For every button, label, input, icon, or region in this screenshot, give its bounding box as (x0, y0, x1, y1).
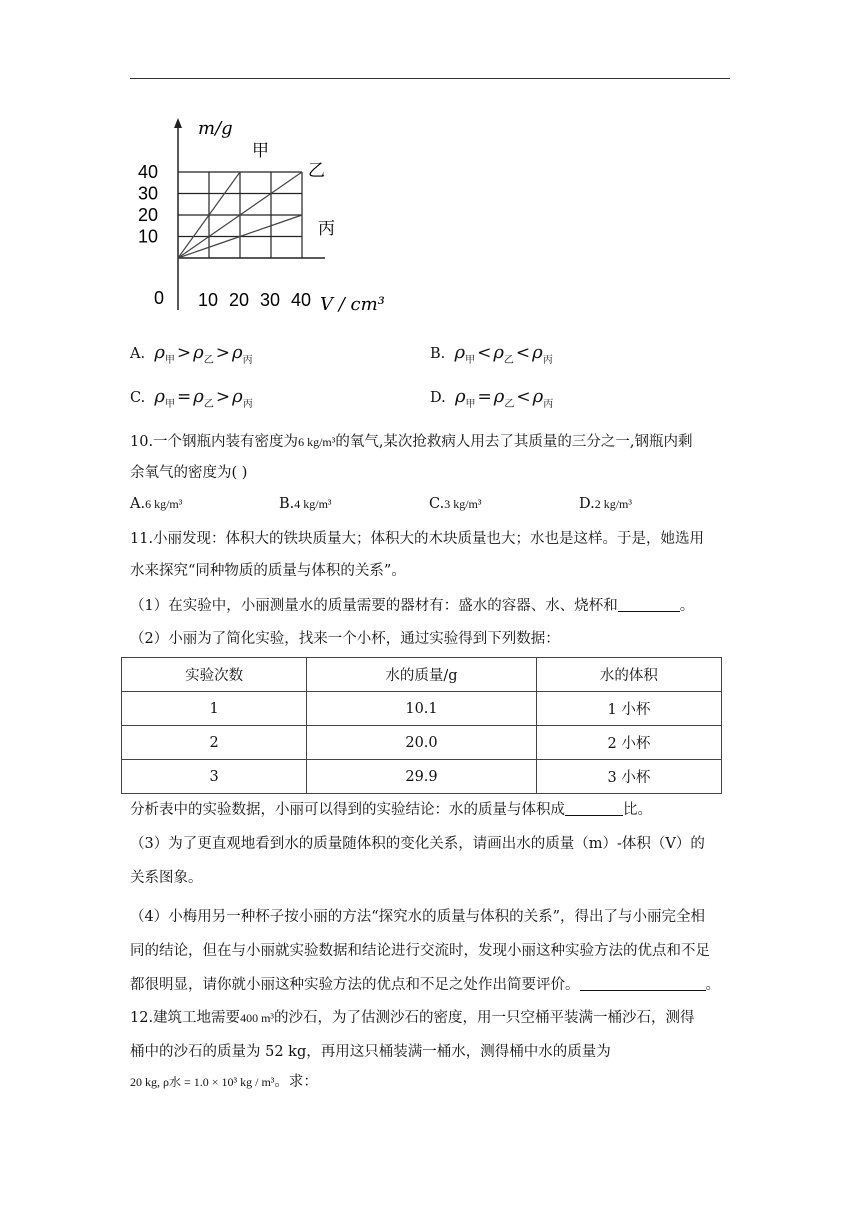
x-tick-label: 20 (229, 290, 250, 310)
x-tick-label: 30 (260, 290, 281, 310)
q11-part3-line1: （3）为了更直观地看到水的质量随体积的变化关系，请画出水的质量（m）-体积（V）的 (130, 836, 705, 852)
y-tick-label: 10 (138, 226, 159, 247)
q11-part1: （1）在实验中，小丽测量水的质量需要的器材有：盛水的容器、水、烧杯和 。 (130, 598, 695, 614)
q12-stem-line1: 12.建筑工地需要400 m³的沙石，为了估测沙石的密度，用一只空桶平装满一桶沙石，测得 (130, 1010, 695, 1026)
q9-option-b[interactable]: B. $\rho_甲 < \rho_乙 < \rho_丙$ (430, 342, 553, 366)
table-header: 水的质量/g (307, 658, 537, 692)
y-tick-label: 20 (138, 205, 159, 225)
answer-blank-3[interactable] (580, 976, 706, 991)
q11-part4-line1: （4）小梅用另一种杯子按小丽的方法“探究水的质量与体积的关系”，得出了与小丽完全相 (130, 909, 706, 925)
q11-conclusion: 分析表中的实验数据，小丽可以得到的实验结论：水的质量与体积成 比。 (130, 802, 652, 818)
table-header-row (122, 658, 722, 692)
table-cell: 20.0 (307, 726, 537, 760)
table-cell: 2 (122, 726, 307, 760)
x-axis-label: V / cm³ (320, 294, 385, 315)
q10-stem-line1: 10.一个钢瓶内装有密度为6 kg/m³的氧气,某次抢救病人用去了其质量的三分之一,钢瓶内剩 (130, 434, 693, 450)
table-cell: 1 (122, 692, 307, 726)
table-cell: 3 小杯 (536, 760, 721, 794)
q12-stem-line3: 20 kg, ρ水 = 1.0 × 10³ kg / m³。求： (130, 1074, 318, 1090)
q10-option-c[interactable]: C.3 kg/m³ (429, 496, 482, 512)
table-cell: 2 小杯 (536, 726, 721, 760)
q11-part2: （2）小丽为了简化实验，找来一个小杯，通过实验得到下列数据： (130, 631, 560, 647)
x-tick-label: 40 (291, 290, 312, 310)
q9-option-c[interactable]: C. $\rho_甲 = \rho_乙 > \rho_丙$ (130, 386, 253, 410)
q9-option-a[interactable]: A. $\rho_甲 > \rho_乙 > \rho_丙$ (130, 342, 253, 366)
table-row (122, 760, 722, 794)
table-cell: 29.9 (307, 760, 537, 794)
experiment-table (121, 657, 722, 794)
mass-volume-graph (130, 110, 400, 330)
table-cell: 3 (122, 760, 307, 794)
line-label-bing: 丙 (318, 219, 335, 239)
table-cell: 10.1 (307, 692, 537, 726)
table-row (122, 726, 722, 760)
line-label-jia: 甲 (252, 141, 269, 161)
y-tick-label: 40 (138, 162, 159, 182)
q11-stem-line2: 水来探究“同种物质的质量与体积的关系”。 (130, 563, 406, 579)
q10-stem-line2: 余氧气的密度为( ) (130, 465, 248, 481)
table-header: 实验次数 (122, 658, 307, 692)
table-row (122, 692, 722, 726)
y-tick-label: 30 (138, 183, 159, 204)
q11-stem-line1: 11.小丽发现：体积大的铁块质量大；体积大的木块质量也大；水也是这样。于是，她选用 (130, 531, 705, 547)
header-rule (130, 78, 730, 79)
answer-blank-1[interactable] (618, 597, 680, 612)
table-cell: 1 小杯 (536, 692, 721, 726)
x-tick-label: 10 (198, 290, 219, 310)
y-axis-label: m/g (198, 118, 233, 139)
line-label-yi: 乙 (308, 161, 325, 181)
q10-option-a[interactable]: A.6 kg/m³ (130, 496, 183, 512)
q9-option-d[interactable]: D. $\rho_甲 = \rho_乙 < \rho_丙$ (430, 386, 554, 410)
q11-part4-line2: 同的结论，但在与小丽就实验数据和结论进行交流时，发现小丽这种实验方法的优点和不足 (130, 943, 710, 959)
q11-part4-line3: 都很明显，请你就小丽这种实验方法的优点和不足之处作出简要评价。 。 (130, 977, 720, 993)
y-axis-arrow (174, 118, 182, 128)
origin-label: 0 (154, 288, 165, 308)
q10-option-d[interactable]: D.2 kg/m³ (579, 496, 632, 512)
q11-part3-line2: 关系图象。 (130, 870, 203, 886)
table-header: 水的体积 (536, 658, 721, 692)
answer-blank-2[interactable] (565, 801, 623, 816)
q12-stem-line2: 桶中的沙石的质量为 52 kg，再用这只桶装满一桶水，测得桶中水的质量为 (130, 1044, 611, 1060)
q10-option-b[interactable]: B.4 kg/m³ (279, 496, 332, 512)
